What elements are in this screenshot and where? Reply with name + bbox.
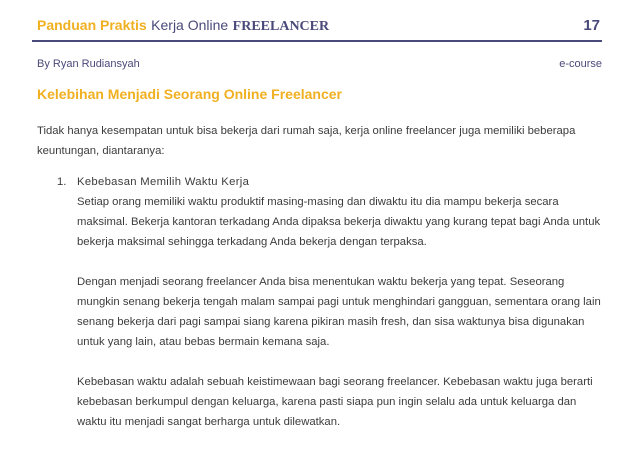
page-number: 17 — [583, 17, 600, 34]
course-label: e-course — [559, 58, 602, 70]
author-label: By Ryan Rudiansyah — [37, 58, 140, 70]
body-line: Setiap orang memiliki waktu produktif masing-masing dan diwaktu itu dia mampu bekerja secara — [77, 196, 559, 208]
paragraph-gap — [77, 352, 612, 372]
body-line: bekerja maksimal sehingga terkadang Anda bekerja dengan terpaksa. — [77, 236, 427, 248]
intro-paragraph — [37, 121, 609, 161]
body-line: kebebasan berkumpul dengan keluarga, karena pasti siapa pun ingin selalu ada untuk keluarga dan — [77, 396, 577, 408]
list-item-title: Kebebasan Memilih Waktu Kerja — [77, 176, 250, 188]
header-title-normal: Kerja Online — [151, 17, 229, 33]
header-divider — [32, 40, 602, 42]
intro-line: keuntungan, diantaranya: — [37, 145, 165, 157]
list-item-body — [77, 172, 612, 432]
header-title-bold: Panduan Praktis — [37, 17, 147, 33]
paragraph-gap — [77, 252, 612, 272]
body-line: mungkin senang bekerja tengah malam sampai pagi untuk menghindari gangguan, sementara orang lain — [77, 296, 601, 308]
header-title-caps: FREELANCER — [232, 19, 330, 34]
section-heading: Kelebihan Menjadi Seorang Online Freelancer — [37, 86, 342, 102]
intro-line: Tidak hanya kesempatan untuk bisa bekerja dari rumah saja, kerja online freelancer juga memiliki beberapa — [37, 125, 576, 137]
body-line: Dengan menjadi seorang freelancer Anda bisa menentukan waktu bekerja yang tepat. Seseorang — [77, 276, 565, 288]
list-item-number: 1. — [57, 176, 67, 188]
body-line: maksimal. Bekerja kantoran terkadang Anda dipaksa bekerja diwaktu yang kurang tepat bagi Anda untuk — [77, 216, 601, 228]
body-line: Kebebasan waktu adalah sebuah keistimewaan bagi seorang freelancer. Kebebasan waktu juga berarti — [77, 376, 593, 388]
body-line: senang bekerja dari pagi sampai siang karena pikiran masih fresh, dan sisa waktunya bisa digunakan — [77, 316, 585, 328]
body-line: waktu itu menjadi sangat berharga untuk dilewatkan. — [77, 416, 341, 428]
page-header — [37, 17, 600, 39]
body-line: untuk yang lain, atau bebas bermain kemana saja. — [77, 336, 330, 348]
